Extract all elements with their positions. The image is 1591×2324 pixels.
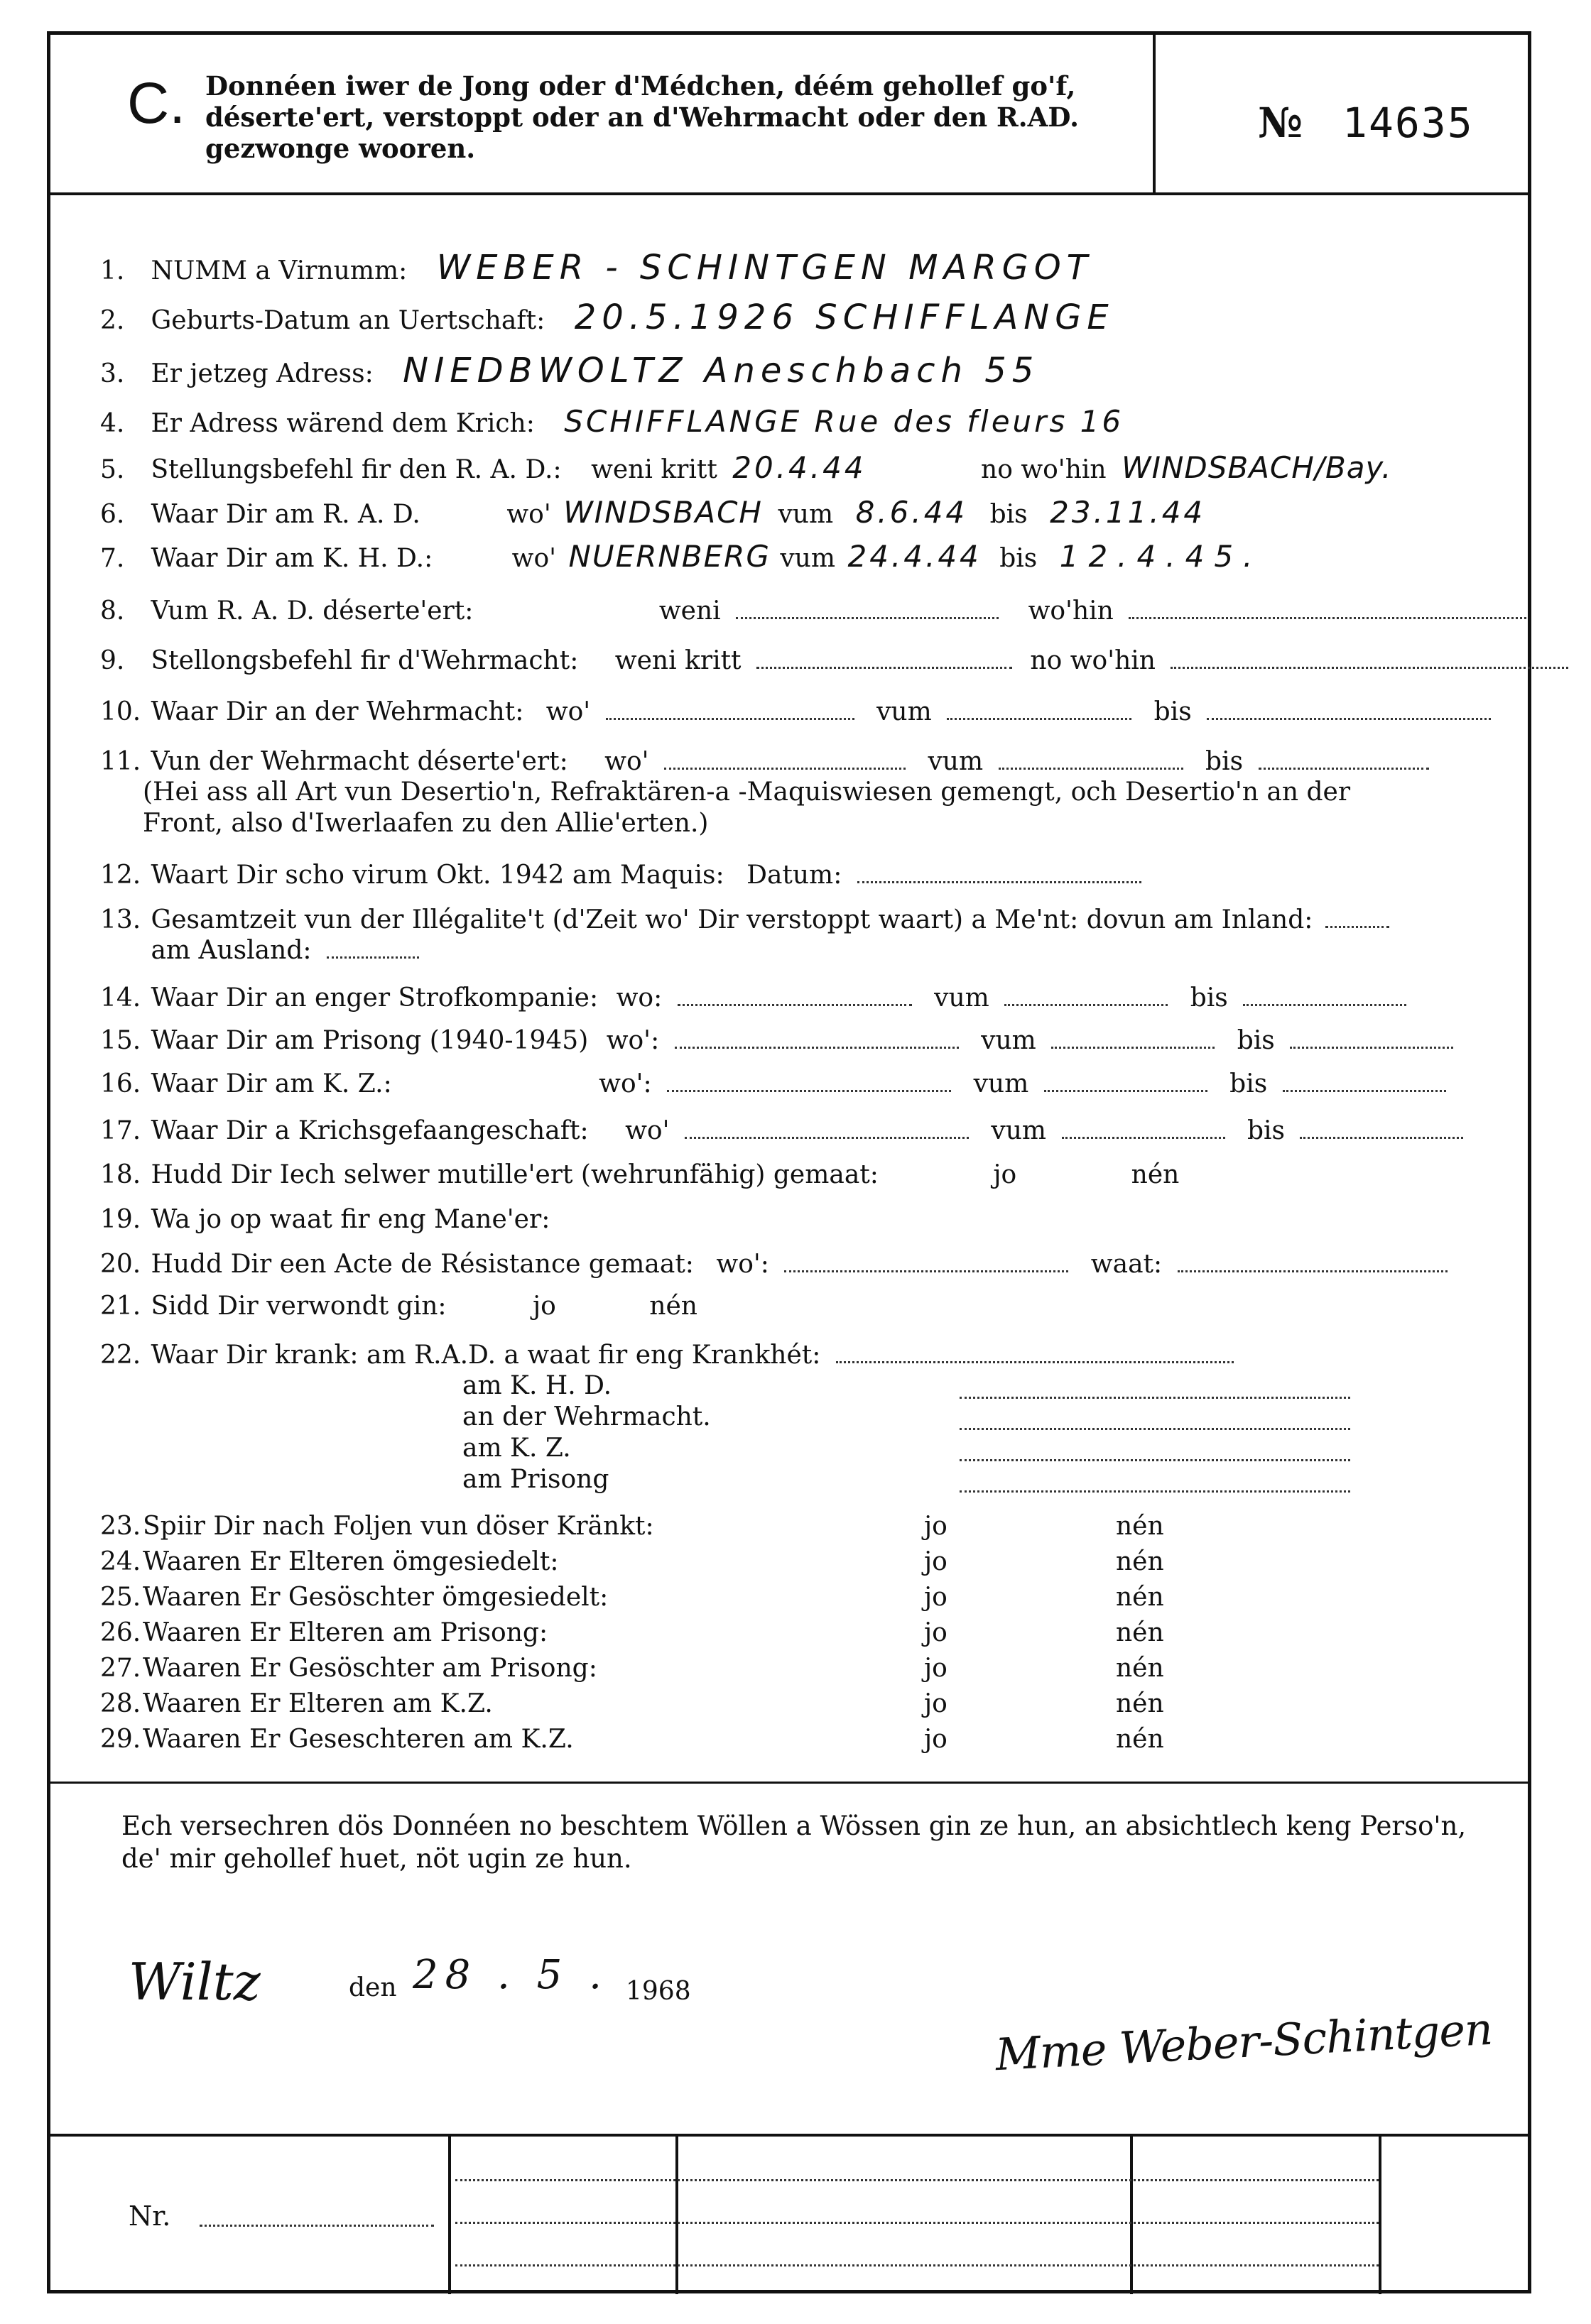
field-wehrmacht-desertion[interactable]: 11. Vun der Wehrmacht déserte'ert: wo' vum bis [100, 746, 1429, 776]
note-line-2: Front, also d'Iwerlaafen zu den Allie'erten.) [143, 809, 709, 838]
field-name[interactable]: 1. NUMM a Virnumm: WEBER - SCHINTGEN MARGOT [100, 248, 1093, 288]
field-illegality-abroad[interactable]: am Ausland: [100, 935, 419, 965]
yn-row[interactable]: 26.Waaren Er Elteren am Prisong: jo nén [100, 1618, 1164, 1647]
field-resistance[interactable]: 20. Hudd Dir een Acte de Résistance gemaat: wo': waat: [100, 1249, 1448, 1279]
footer-divider [675, 2135, 678, 2294]
field-rad-desertion[interactable]: 8. Vum R. A. D. déserte'ert: weni wo'hin [100, 596, 1526, 626]
signature: Mme Weber-Schintgen [994, 2002, 1494, 2081]
field-khd[interactable]: 7. Waar Dir am K. H. D.: wo' NUERNBERG vum 24.4.44 bis 12.4.45. [100, 539, 1263, 574]
field-manner[interactable]: 19. Wa jo op waat fir eng Mane'er: [100, 1205, 550, 1234]
yn-row[interactable]: 23.Spiir Dir nach Foljen vun döser Kränkt: jo nén [100, 1512, 1164, 1541]
field-sick[interactable]: 22. Waar Dir krank: am R.A.D. a waat fir eng Krankhét: [100, 1340, 1234, 1370]
yn-row[interactable]: 28.Waaren Er Elteren am K.Z. jo nén [100, 1689, 1164, 1718]
field-war-address[interactable]: 4. Er Adress wärend dem Krich: SCHIFFLANGE Rue des fleurs 16 [100, 404, 1124, 439]
field-pow[interactable]: 17. Waar Dir a Krichsgefaangeschaft: wo' vum bis [100, 1115, 1463, 1145]
sick-wehrmacht: an der Wehrmacht. [462, 1402, 711, 1431]
footer-divider [1130, 2135, 1133, 2294]
field-illegality[interactable]: 13. Gesamtzeit vun der Illégalite't (d'Zeit wo' Dir verstoppt waart) a Me'nt: dovun am Inland: [100, 905, 1389, 934]
form-page [47, 31, 1531, 2293]
field-wehrmacht[interactable]: 10. Waar Dir an der Wehrmacht: wo' vum bis [100, 697, 1491, 726]
note-line-1: (Hei ass all Art vun Desertio'n, Refraktären-a -Maquiswiesen gemengt, och Desertio'n an der [143, 778, 1351, 807]
signature-year: 1968 [626, 1977, 691, 2006]
form-number [1258, 99, 1474, 147]
field-maquis[interactable]: 12. Waart Dir scho virum Okt. 1942 am Maquis: Datum: [100, 860, 1141, 890]
field-rad-order[interactable]: 5. Stellungsbefehl fir den R. A. D.: weni kritt 20.4.44 no wo'hin WINDSBACH/Bay. [100, 450, 1392, 485]
date-label: den [349, 1973, 397, 2002]
footer-divider [1379, 2135, 1381, 2294]
field-rad[interactable]: 6. Waar Dir am R. A. D. wo' WINDSBACH vum 8.6.44 bis 23.11.44 [100, 495, 1206, 530]
field-kz[interactable]: 16. Waar Dir am K. Z.: wo': vum bis [100, 1069, 1446, 1098]
declaration-text: Ech versechren dös Donnéen no beschtem Wöllen a Wössen gin ze hun, an absichtlech keng Perso'n, de' mir gehollef huet, nöt ugin ze hun. [121, 1811, 1467, 1874]
field-prisong[interactable]: 15. Waar Dir am Prisong (1940-1945) wo': vum bis [100, 1025, 1453, 1055]
handwritten-value: NIEDBWOLTZ Aneschbach 55 [403, 351, 1040, 391]
sick-khd: am K. H. D. [462, 1371, 612, 1400]
field-strofkompanie[interactable]: 14. Waar Dir an enger Strofkompanie: wo: vum bis [100, 983, 1406, 1013]
field-wounded[interactable]: 21. Sidd Dir verwondt gin: jo nén [100, 1292, 697, 1321]
footer-rule [50, 2134, 1528, 2137]
header-rule [50, 192, 1528, 195]
handwritten-value: WEBER - SCHINTGEN MARGOT [436, 248, 1093, 288]
yn-row[interactable]: 27.Waaren Er Gesöschter am Prisong: jo nén [100, 1654, 1164, 1683]
handwritten-value: 20.5.1926 SCHIFFLANGE [574, 298, 1114, 337]
yn-row[interactable]: 29.Waaren Er Geseschteren am K.Z. jo nén [100, 1725, 1164, 1754]
field-birth[interactable]: 2. Geburts-Datum an Uertschaft: 20.5.1926 SCHIFFLANGE [100, 298, 1114, 337]
signature-date: 28 . 5 . [413, 1952, 609, 1998]
section-letter: C. [127, 71, 185, 136]
field-mutilation[interactable]: 18. Hudd Dir Iech selwer mutille'ert (wehrunfähig) gemaat: jo nén [100, 1160, 1180, 1189]
sick-kz: am K. Z. [462, 1434, 571, 1463]
number-value: 14635 [1342, 99, 1474, 147]
footer-divider [448, 2135, 451, 2294]
handwritten-value: SCHIFFLANGE Rue des fleurs 16 [564, 404, 1124, 439]
field-label: NUMM a Virnumm: [151, 256, 408, 285]
nr-label: Nr. [129, 2200, 171, 2232]
number-label: № [1258, 99, 1303, 147]
yn-row[interactable]: 24.Waaren Er Elteren ömgesiedelt: jo nén [100, 1547, 1164, 1576]
signature-place: Wiltz [129, 1952, 261, 2012]
nr-field[interactable] [200, 2225, 434, 2227]
sick-prisong: am Prisong [462, 1465, 609, 1494]
field-address[interactable]: 3. Er jetzeg Adress: NIEDBWOLTZ Aneschbach 55 [100, 351, 1040, 391]
field-wehrmacht-order[interactable]: 9. Stellongsbefehl fir d'Wehrmacht: weni kritt no wo'hin [100, 645, 1568, 675]
header-title: Donnéen iwer de Jong oder d'Médchen, déém gehollef go'f, déserte'ert, verstoppt oder an d'Wehrmacht oder den R.AD. gezwonge wooren. [205, 70, 1080, 164]
yn-row[interactable]: 25.Waaren Er Gesöschter ömgesiedelt: jo nén [100, 1583, 1164, 1612]
header-divider [1153, 35, 1156, 194]
section-rule [50, 1782, 1528, 1784]
